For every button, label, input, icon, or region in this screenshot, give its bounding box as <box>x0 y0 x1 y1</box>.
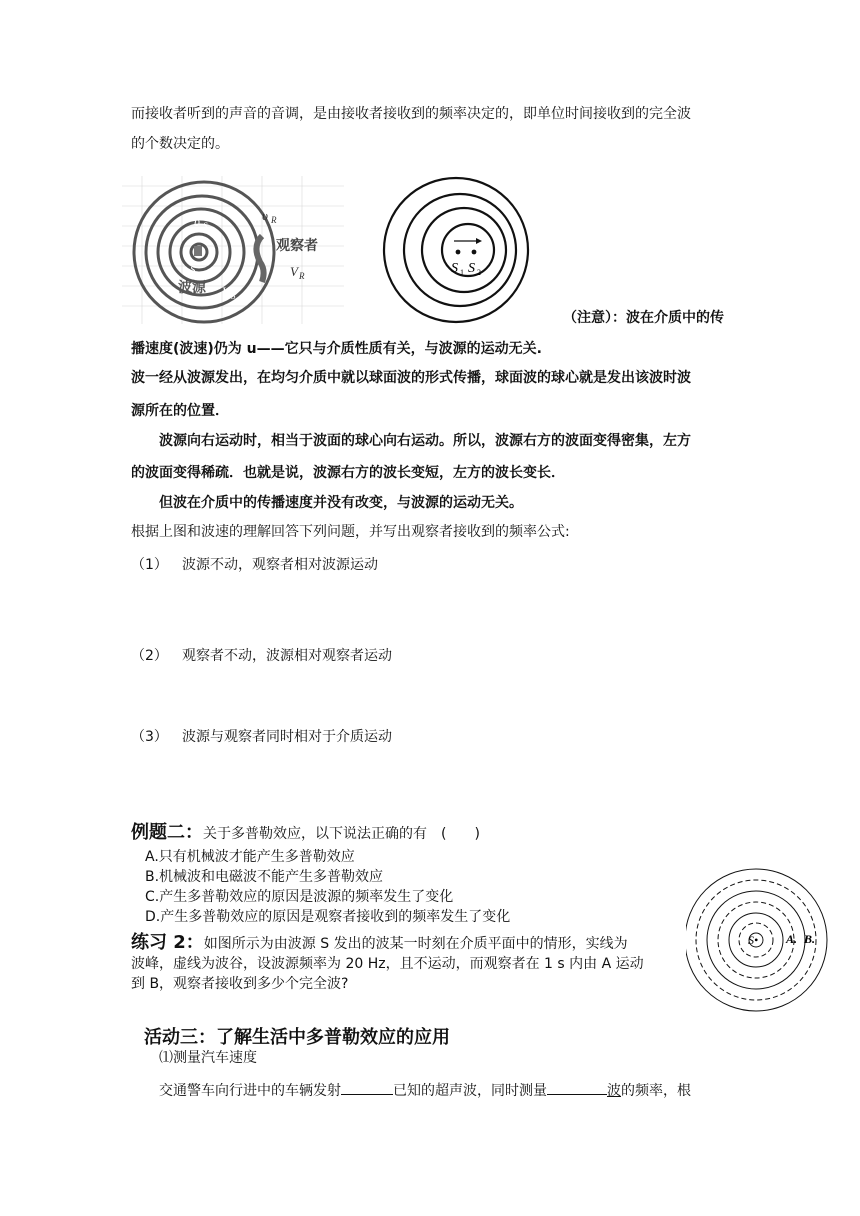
fill-blank-2[interactable] <box>547 1080 607 1095</box>
svg-text:R: R <box>271 215 277 225</box>
q1-text: 波源不动，观察者相对波源运动 <box>182 557 378 573</box>
example2-option-a: A.只有机械波才能产生多普勒效应 <box>145 849 355 865</box>
moving-source-wavefronts-figure <box>380 176 540 324</box>
q3-number: （3） <box>131 729 168 745</box>
observer-label: 观察者 <box>276 239 318 254</box>
para2-line-2: 的波面变得稀疏．也就是说，波源右方的波长变短，左方的波长变长． <box>131 465 565 481</box>
para2-line-1: 波源向右运动时，相当于波面的球心向右运动。所以，波源右方的波面变得密集，左方 <box>159 433 691 449</box>
fill-blank-1[interactable] <box>341 1080 393 1095</box>
svg-text:R: R <box>299 271 305 281</box>
q2-text: 观察者不动，波源相对观察者运动 <box>182 648 392 664</box>
example2-option-c: C.产生多普勒效应的原因是波源的频率发生了变化 <box>145 889 454 905</box>
point-b-label: B. <box>804 932 816 946</box>
svg-text:V: V <box>222 284 230 299</box>
example2-heading <box>131 818 480 844</box>
activity3-title: 活动三：了解生活中多普勒效应的应用 <box>144 1027 450 1048</box>
exercise-wave-figure <box>686 866 834 1012</box>
svg-text:S: S <box>231 291 236 301</box>
svg-text:S: S <box>203 221 208 231</box>
activity3-text: 交通警车向行进中的车辆发射 已知的超声波，同时测量 波的频率，根 <box>159 1080 691 1101</box>
svg-text:1: 1 <box>460 268 464 277</box>
s1-label: S <box>451 261 458 276</box>
para1-line-1: 波一经从波源发出，在均匀介质中就以球面波的形式传播，球面波的球心就是发出该波时波 <box>131 370 691 386</box>
exercise2-line-2: 波峰，虚线为波谷，设波源频率为 20 Hz，且不运动，而观察者在 1 s 内由 A 运动 <box>131 956 644 972</box>
note-line-2: 播速度(波速)仍为 u——它只与介质性质有关，与波源的运动无关. <box>131 341 542 357</box>
svg-text:S: S <box>190 264 196 276</box>
intro-line-1: 而接收者听到的声音的音调，是由接收者接收到的频率决定的，即单位时间接收到的完全波 <box>131 106 691 122</box>
para1-line-2: 源所在的位置． <box>131 403 229 419</box>
example2-question: 关于多普勒效应，以下说法正确的有 ( ) <box>203 826 480 842</box>
example2-option-b: B.机械波和电磁波不能产生多普勒效应 <box>145 869 384 885</box>
svg-text:V: V <box>290 264 298 279</box>
exercise2-title: 练习 2： <box>131 932 204 953</box>
s2-label: S <box>468 261 475 276</box>
exercise2-line-1: 练习 2：如图所示为由波源 S 发出的波某一时刻在介质平面中的情形，实线为 <box>131 932 628 953</box>
exercise-source-label: S• <box>748 933 759 947</box>
example2-title: 例题二： <box>131 822 203 843</box>
intro-line-2: 的个数决定的。 <box>131 136 229 152</box>
q2-number: （2） <box>131 648 168 664</box>
svg-text:2: 2 <box>477 268 481 277</box>
doppler-moving-source-figure <box>122 176 344 324</box>
note-line-1: （注意）：波在介质中的传 <box>563 310 724 326</box>
q3-text: 波源与观察者同时相对于介质运动 <box>182 729 392 745</box>
activity3-subtitle: ⑴测量汽车速度 <box>159 1050 257 1066</box>
q1-number: （1） <box>131 557 168 573</box>
exercise2-line-3: 到 B，观察者接收到多少个完全波? <box>131 976 349 992</box>
example2-option-d: D.产生多普勒效应的原因是观察者接收到的频率发生了变化 <box>145 909 511 925</box>
para3: 但波在介质中的传播速度并没有改变，与波源的运动无关。 <box>159 495 523 511</box>
svg-text:υ: υ <box>262 208 268 223</box>
questions-intro: 根据上图和波速的理解回答下列问题，并写出观察者接收到的频率公式: <box>131 524 570 540</box>
point-a-label: A. <box>786 932 798 946</box>
svg-text:υ: υ <box>194 214 200 229</box>
source-label: 波源 <box>178 281 206 296</box>
